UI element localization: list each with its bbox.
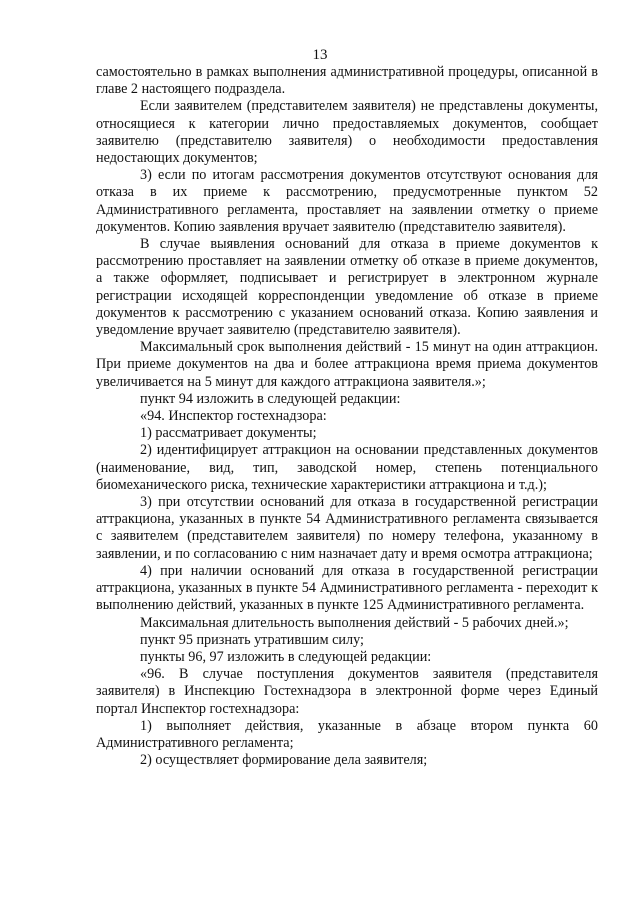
paragraph: пункты 96, 97 изложить в следующей редакции: [140, 648, 432, 665]
page-number: 13 [312, 47, 328, 63]
paragraph: Максимальный срок выполнения действий - 15 минут на один аттракцион. При приеме документов на два и более аттракциона время приема документов увеличивается на 5 минут для каждого аттракциона заявителя.»; [96, 339, 598, 390]
paragraph: пункт 95 признать утратившим силу; [140, 631, 364, 648]
paragraph: пункт 94 изложить в следующей редакции: [140, 390, 401, 407]
paragraph: 1) выполняет действия, указанные в абзаце втором пункта 60 Административного регламента; [96, 717, 598, 751]
paragraph: самостоятельно в рамках выполнения административной процедуры, описанной в главе 2 настоящего подраздела. [96, 64, 598, 98]
paragraph: «94. Инспектор гостехнадзора: [140, 408, 327, 425]
paragraph: В случае выявления оснований для отказа в приеме документов к рассмотрению проставляет на заявлении отметку об отказе в приеме документов, а также оформляет, подписывает и регистрирует в электронном журнале регистрации исходящей корреспонденции уведомление об отказе в приеме документов к рассмотрению с указанием оснований отказа. Копию заявления и уведомление вручает заявителю (представителю заявителя). [96, 236, 598, 339]
paragraph: 4) при наличии оснований для отказа в государственной регистрации аттракциона, указанных в пункте 54 Административного регламента - переходит к выполнению действий, указанных в пункте 125 Административного регламента. [96, 562, 598, 614]
paragraph: 1) рассматривает документы; [140, 425, 317, 442]
paragraph: 3) если по итогам рассмотрения документов отсутствуют основания для отказа в их приеме к рассмотрению, предусмотренные пунктом 52 Административного регламента, проставляет на заявлении отметку о приеме документов. Копию заявления вручает заявителю (представителю заявителя). [96, 167, 598, 235]
paragraph: 2) осуществляет формирование дела заявителя; [140, 752, 428, 769]
paragraph: 3) при отсутствии оснований для отказа в государственной регистрации аттракциона, указанных в пункте 54 Административного регламента связывается с заявителем (представителем заявителя) по номеру телефона, указанному в заявлении, и по согласованию с ним назначает дату и время осмотра аттракциона; [96, 494, 598, 562]
paragraph: «96. В случае поступления документов заявителя (представителя заявителя) в Инспекцию Гостехнадзора в электронной форме через Единый портал Инспектор гостехнадзора: [96, 666, 598, 717]
document-body [96, 64, 598, 769]
paragraph: Максимальная длительность выполнения действий - 5 рабочих дней.»; [140, 614, 569, 631]
paragraph: 2) идентифицирует аттракцион на основании представленных документов (наименование, вид, тип, заводской номер, степень потенциального биомеханического риска, технические характеристики аттракциона и т.д.); [96, 442, 598, 493]
paragraph: Если заявителем (представителем заявителя) не представлены документы, относящиеся к категории лично предоставляемых документов, сообщает заявителю (представителю заявителя) о необходимости предоставления недостающих документов; [96, 98, 598, 167]
